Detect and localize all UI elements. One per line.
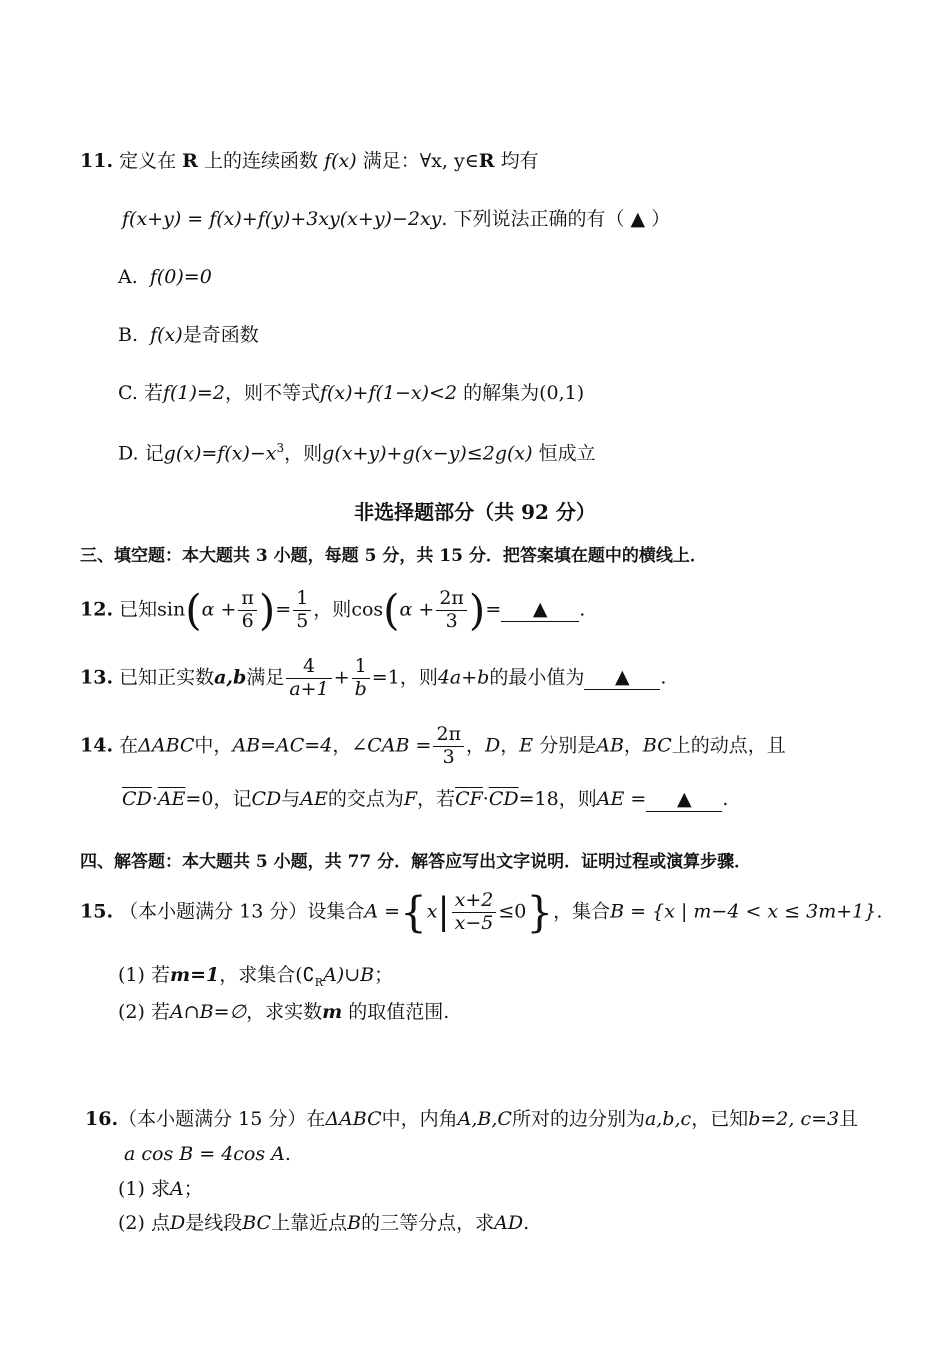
- q14-math: AE =: [596, 788, 647, 810]
- period: .: [579, 598, 586, 621]
- right-paren: ): [258, 585, 276, 635]
- q14-line1: [80, 724, 786, 769]
- q13-text: 已知正实数: [119, 666, 215, 689]
- sin-func: sin: [157, 598, 186, 621]
- q11-text: 满足：∀x, y∈: [362, 150, 479, 172]
- option-text: 若: [143, 382, 163, 404]
- answer-blank[interactable]: ▲: [584, 666, 660, 690]
- fraction-2pi-3: [436, 588, 467, 633]
- numerator: 1: [293, 588, 311, 611]
- q15-math: (∁: [295, 964, 315, 986]
- q11-prompt: . 下列说法正确的有（ ▲ ）: [441, 208, 671, 230]
- q14-math: F: [403, 788, 418, 810]
- right-paren: ): [468, 585, 486, 635]
- q11-math: f(x): [324, 150, 357, 172]
- q12-math: α +: [399, 598, 435, 621]
- period: .: [660, 666, 667, 689]
- q15-part1: [118, 964, 393, 989]
- q15-text: ，求集合: [219, 964, 296, 986]
- q14-text: 的交点为: [327, 788, 404, 810]
- q13: [80, 656, 666, 701]
- vector-cf: $\overline{CF}$: [455, 788, 483, 810]
- q14-text: ，: [500, 734, 520, 757]
- denominator: 3: [445, 609, 458, 632]
- q12-math: α +: [201, 598, 237, 621]
- q16-math: AD: [494, 1212, 524, 1234]
- part-label: (1): [118, 964, 145, 986]
- reals-symbol: R: [478, 150, 495, 172]
- q16-math: B: [347, 1212, 362, 1234]
- option-math: f(x)+f(1−x)<2: [319, 382, 458, 404]
- q16-part2: [118, 1212, 529, 1235]
- q16-math: a cos B = 4cos A: [124, 1143, 285, 1165]
- equals: =: [485, 598, 502, 621]
- fraction-set-a: [452, 890, 497, 935]
- equals: =0: [185, 788, 214, 810]
- q14-text: 中，: [194, 734, 233, 757]
- fraction-2pi-3: [433, 724, 464, 769]
- q15-text: ，求实数: [246, 1001, 323, 1023]
- q13-text: ，则: [399, 666, 438, 689]
- q11-option-d: [118, 441, 596, 465]
- q12: [80, 585, 586, 635]
- q14-math: E: [519, 734, 534, 757]
- part-title: 非选择题部分（共 92 分）: [354, 500, 596, 524]
- option-math: g(x+y)+g(x−y)≤2g(x): [322, 442, 533, 465]
- numerator: 2π: [433, 724, 464, 747]
- q14-text: 分别是: [539, 734, 597, 757]
- denominator: 6: [241, 609, 254, 632]
- option-text: f(0)=0: [149, 266, 212, 288]
- q14-math: CD: [251, 788, 282, 810]
- fraction-4-a1: [286, 656, 331, 701]
- q16-text: 上靠近点: [271, 1212, 348, 1234]
- q14-math: AE: [300, 788, 328, 810]
- denominator: 3: [442, 745, 455, 768]
- vector-cd: $\overline{CD}$: [488, 788, 519, 810]
- q14-text: ，若: [417, 788, 456, 810]
- section-3-heading: 三、填空题：本大题共 3 小题，每题 5 分，共 15 分．把答案填在题中的横线上．: [80, 546, 707, 566]
- q15-math: ≤0: [498, 900, 527, 923]
- left-brace: {: [400, 887, 427, 937]
- q11-option-a: [118, 266, 212, 289]
- q13-text: 满足: [246, 666, 285, 689]
- q16-text: ；: [183, 1178, 203, 1200]
- q15-number: 15.: [80, 900, 114, 923]
- part-label: (2): [118, 1001, 145, 1023]
- q15-text: ；: [374, 964, 394, 986]
- fraction-1-b: [352, 656, 370, 701]
- numerator: 2π: [436, 588, 467, 611]
- q11-stem: [80, 150, 539, 173]
- q15-math: x: [426, 900, 438, 923]
- numerator: x+2: [452, 890, 497, 913]
- q12-number: 12.: [80, 598, 114, 621]
- q11-text: 定义在: [119, 150, 177, 172]
- option-math: f(x): [150, 324, 183, 346]
- q13-number: 13.: [80, 666, 114, 689]
- q14-math: AB=AC=4: [232, 734, 333, 757]
- q14-text: 在: [119, 734, 139, 757]
- q14-math: BC: [642, 734, 672, 757]
- option-text: 记: [144, 442, 164, 465]
- option-text: 的解集为: [463, 382, 540, 404]
- option-text: 是奇函数: [182, 324, 259, 346]
- exponent: 3: [276, 441, 285, 455]
- dot: ·: [151, 788, 158, 810]
- q11-text: 上的连续函数: [204, 150, 319, 172]
- option-math: g(x)=f(x)−x: [163, 442, 277, 465]
- answer-blank[interactable]: ▲: [646, 788, 722, 812]
- q16-stem: [85, 1108, 858, 1131]
- q14-text: ，: [332, 734, 352, 757]
- q11-option-b: [118, 324, 259, 347]
- option-math: (0,1): [539, 382, 585, 404]
- period: .: [722, 788, 729, 810]
- left-paren: (: [383, 585, 400, 635]
- q16-text: 求: [150, 1178, 170, 1200]
- q16-text: 的三等分点，求: [361, 1212, 495, 1234]
- q16-text: 中，内角: [381, 1108, 458, 1130]
- q15-math: m: [322, 1001, 343, 1023]
- period: .: [523, 1212, 530, 1234]
- denominator: 5: [296, 609, 309, 632]
- right-brace: }: [526, 887, 554, 937]
- fraction-1-5: [293, 588, 311, 633]
- numerator: 1: [352, 656, 370, 679]
- q14-line2: [122, 788, 728, 812]
- denominator: x−5: [454, 911, 494, 934]
- q16-text: 是线段: [185, 1212, 243, 1234]
- q11-number: 11.: [80, 150, 114, 172]
- bar: |: [437, 891, 450, 933]
- q14-text: 与: [281, 788, 301, 810]
- q15-math: A∩B=∅: [169, 1001, 247, 1023]
- q15-math: A)∪B: [323, 964, 375, 986]
- q15-text: 若: [150, 964, 170, 986]
- functional-equation: f(x+y) = f(x)+f(y)+3xy(x+y)−2xy: [122, 208, 442, 230]
- option-label: B.: [118, 324, 139, 346]
- q15-part2: [118, 1001, 449, 1024]
- period: .: [284, 1143, 291, 1165]
- option-text: 恒成立: [538, 442, 596, 465]
- q14-number: 14.: [80, 734, 114, 757]
- q15-math: A =: [364, 900, 401, 923]
- denominator: b: [354, 677, 367, 700]
- reals-symbol: R: [182, 150, 198, 172]
- fraction-pi-6: [238, 588, 257, 633]
- q15-text: （本小题满分 13 分）设集合: [119, 900, 365, 923]
- numerator: 4: [286, 656, 331, 679]
- q12-text: ，则: [313, 598, 352, 621]
- q16-math: A: [169, 1178, 184, 1200]
- q14-math: ΔABC: [138, 734, 195, 757]
- q15-text: 的取值范围.: [348, 1001, 450, 1023]
- q14-text: ，则: [558, 788, 597, 810]
- option-text: ，则: [284, 442, 323, 465]
- q16-line2: [124, 1143, 291, 1166]
- option-label: A.: [118, 266, 138, 288]
- part-label: (1): [118, 1178, 145, 1200]
- cos-func: cos: [351, 598, 384, 621]
- q16-math: b=2, c=3: [748, 1108, 840, 1130]
- q15-text: ，集合: [553, 900, 611, 923]
- q16-math: D: [169, 1212, 186, 1234]
- equals: =: [275, 598, 292, 621]
- option-math: f(1)=2: [162, 382, 225, 404]
- set-b: B = {x | m−4 < x ≤ 3m+1}: [610, 900, 877, 923]
- q16-text: （本小题满分 15 分）在: [118, 1108, 326, 1130]
- q16-part1: [118, 1178, 203, 1201]
- option-text: ，则不等式: [224, 382, 320, 404]
- q16-text: 且: [839, 1108, 859, 1130]
- q11-text: 均有: [500, 150, 539, 172]
- part-label: (2): [118, 1212, 145, 1234]
- numerator: π: [238, 588, 257, 611]
- q14-text: 上的动点，且: [671, 734, 786, 757]
- q15-text: 若: [150, 1001, 170, 1023]
- q16-math: BC: [242, 1212, 272, 1234]
- period: .: [876, 900, 883, 923]
- q13-math: a,b: [214, 666, 247, 689]
- q13-math: 4a+b: [437, 666, 490, 689]
- q15-stem: [80, 887, 883, 937]
- q12-text: 已知: [119, 598, 158, 621]
- q15-math: m=1: [169, 964, 220, 986]
- q14-math: D: [485, 734, 501, 757]
- equals-one: =1: [371, 666, 400, 689]
- q11-equation: [122, 208, 670, 231]
- q14-text: ，: [466, 734, 486, 757]
- denominator: a+1: [289, 677, 329, 700]
- q13-text: 的最小值为: [489, 666, 585, 689]
- q11-option-c: [118, 382, 584, 405]
- equals: =18: [518, 788, 559, 810]
- q16-number: 16.: [85, 1108, 119, 1130]
- q16-math: A,B,C: [457, 1108, 512, 1130]
- q16-text: 点: [150, 1212, 170, 1234]
- vector-cd: $\overline{CD}$: [122, 788, 152, 810]
- q16-math: a,b,c: [644, 1108, 692, 1130]
- section-4-heading: 四、解答题：本大题共 5 小题，共 77 分．解答应写出文字说明．证明过程或演算步骤．: [80, 852, 752, 872]
- option-label: D.: [118, 442, 139, 465]
- q16-text: 所对的边分别为: [511, 1108, 645, 1130]
- q14-math: ∠CAB =: [351, 734, 432, 757]
- subscript: R: [314, 975, 324, 989]
- q14-text: ，记: [213, 788, 252, 810]
- q14-math: AB: [596, 734, 624, 757]
- q16-text: ，已知: [691, 1108, 749, 1130]
- q16-math: ΔABC: [325, 1108, 382, 1130]
- left-paren: (: [185, 585, 202, 635]
- answer-blank[interactable]: ▲: [501, 598, 579, 622]
- plus: +: [333, 666, 350, 689]
- vector-ae: $\overline{AE}$: [157, 788, 186, 810]
- dot: ·: [482, 788, 489, 810]
- q14-text: ，: [623, 734, 643, 757]
- option-label: C.: [118, 382, 138, 404]
